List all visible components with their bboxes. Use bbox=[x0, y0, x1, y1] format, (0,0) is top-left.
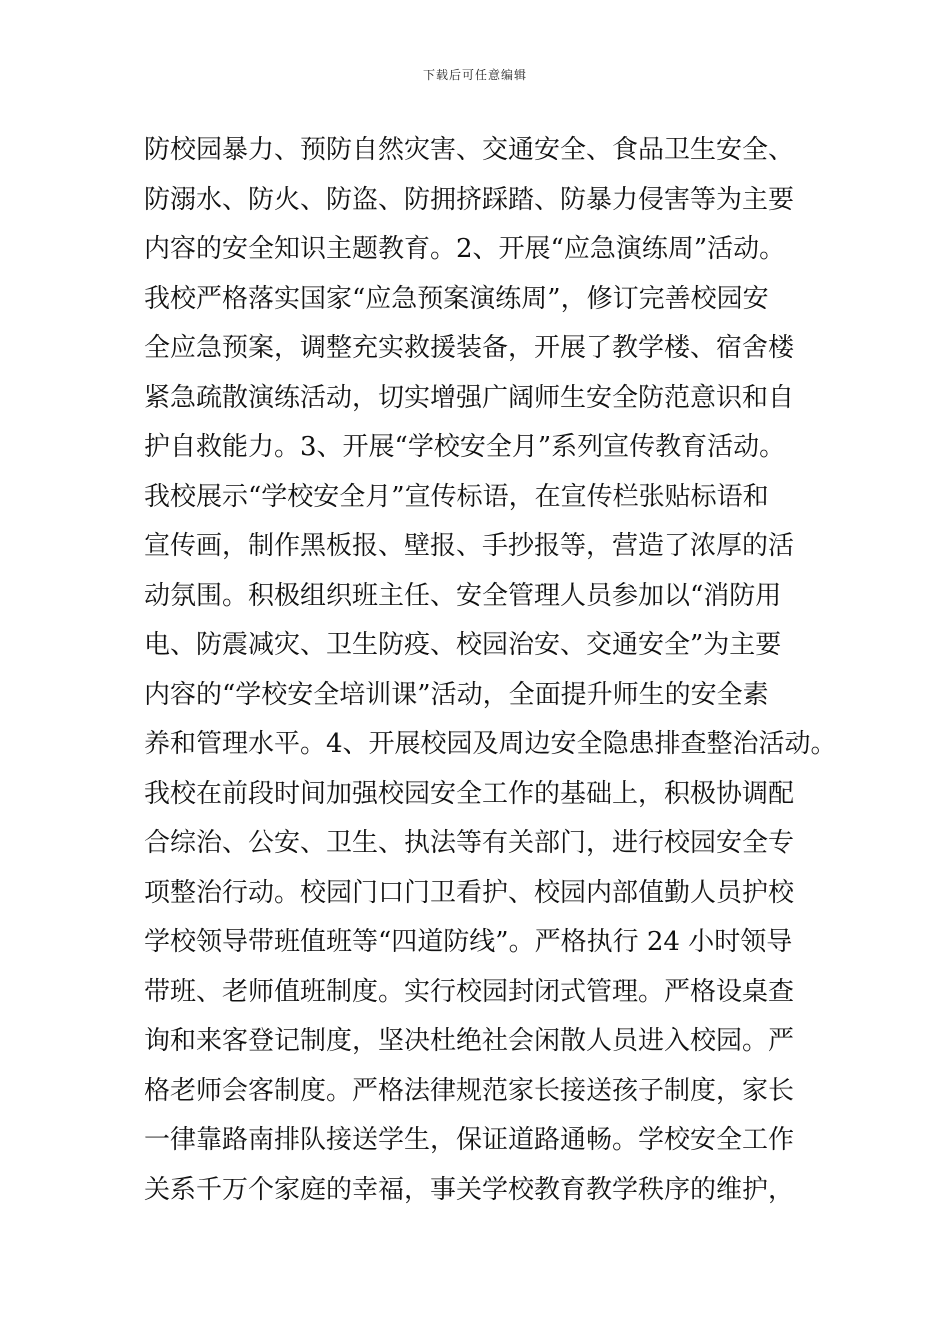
page-header: 下载后可任意编辑 bbox=[422, 68, 527, 82]
text-line: 我校在前段时间加强校园安全工作的基础上，积极协调配 bbox=[144, 778, 795, 809]
text-line: 内容的“学校安全培训课”活动，全面提升师生的安全素 bbox=[144, 679, 769, 710]
text-line: 内容的安全知识主题教育。2、开展“应急演练周”活动。 bbox=[144, 234, 786, 264]
text-line: 紧急疏散演练活动，切实增强广阔师生安全防范意识和自 bbox=[144, 382, 795, 413]
text-line: 学校领导带班值班等“四道防线”。严格执行 24 小时领导 bbox=[144, 927, 793, 957]
text-line: 防溺水、防火、防盗、防拥挤踩踏、防暴力侵害等为主要 bbox=[144, 184, 795, 215]
text-line: 关系千万个家庭的幸福，事关学校教育教学秩序的维护， bbox=[144, 1174, 795, 1205]
text-line: 询和来客登记制度，坚决杜绝社会闲散人员进入校园。严 bbox=[144, 1026, 795, 1056]
text-line: 我校严格落实国家“应急预案演练周”，修订完善校园安 bbox=[144, 283, 769, 314]
text-line: 全应急预案，调整充实救援装备，开展了教学楼、宿舍楼 bbox=[144, 333, 795, 363]
text-line: 项整治行动。校园门口门卫看护、校园内部值勤人员护校 bbox=[144, 877, 795, 908]
body-text bbox=[144, 126, 844, 1215]
text-line: 宣传画，制作黑板报、壁报、手抄报等，营造了浓厚的活 bbox=[144, 531, 795, 561]
text-line: 带班、老师值班制度。实行校园封闭式管理。严格设桌查 bbox=[144, 976, 795, 1007]
text-line: 电、防震减灾、卫生防疫、校园治安、交通安全”为主要 bbox=[144, 630, 782, 660]
text-line: 防校园暴力、预防自然灾害、交通安全、食品卫生安全、 bbox=[144, 135, 795, 165]
text-line: 动氛围。积极组织班主任、安全管理人员参加以“消防用 bbox=[144, 580, 782, 611]
text-line: 护自救能力。3、开展“学校安全月”系列宣传教育活动。 bbox=[144, 432, 786, 462]
text-line: 我校展示“学校安全月”宣传标语，在宣传栏张贴标语和 bbox=[144, 481, 769, 512]
text-line: 养和管理水平。4、开展校园及周边安全隐患排查整治活动。 bbox=[144, 729, 837, 759]
text-line: 合综治、公安、卫生、执法等有关部门，进行校园安全专 bbox=[144, 828, 795, 858]
text-line: 一律靠路南排队接送学生，保证道路通畅。学校安全工作 bbox=[144, 1125, 795, 1155]
text-line: 格老师会客制度。严格法律规范家长接送孩子制度，家长 bbox=[144, 1075, 795, 1106]
